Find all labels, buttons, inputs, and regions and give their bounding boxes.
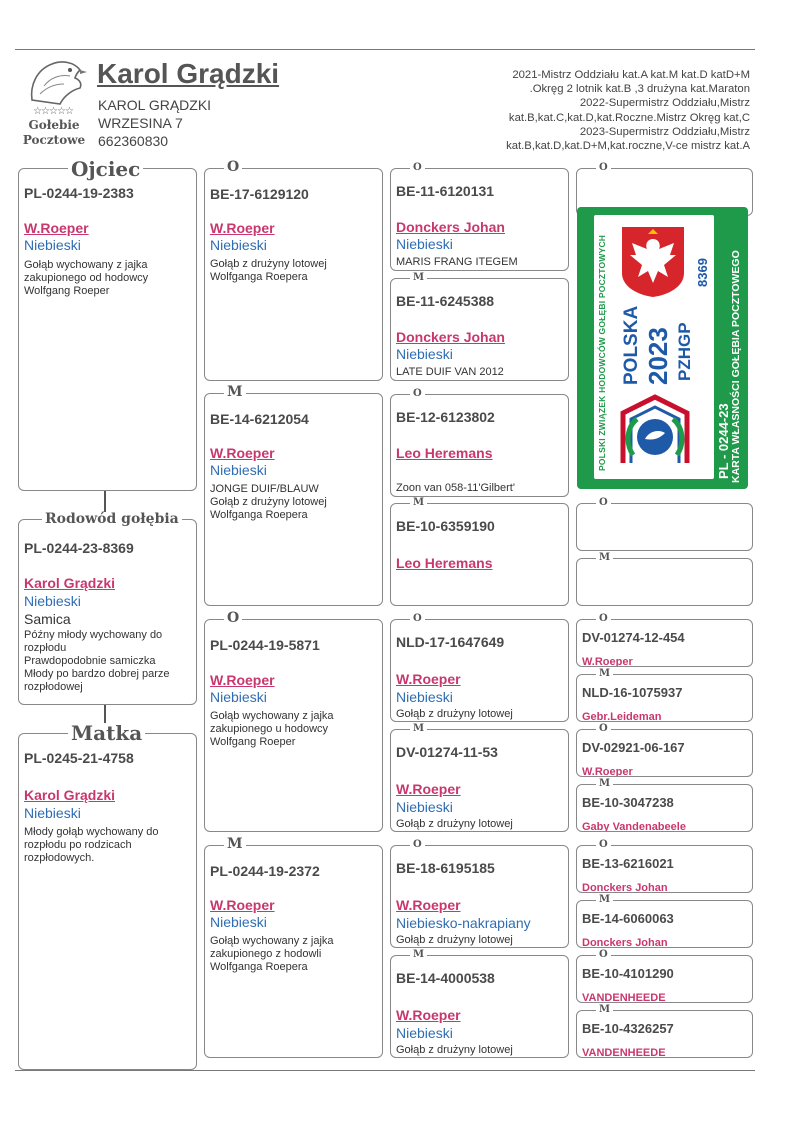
sire-label: O xyxy=(596,614,611,624)
owner-name: W.Roeper xyxy=(582,656,633,667)
owner-name: Leo Heremans xyxy=(396,555,493,571)
breeder-address: WRZESINA 7 xyxy=(98,115,183,131)
card-year: 2023 xyxy=(643,327,673,385)
sire-label: O xyxy=(596,840,611,850)
ring-number: NLD-17-1647649 xyxy=(396,634,505,650)
ring-number: BE-13-6216021 xyxy=(582,856,674,871)
pigeon-note: MARIS FRANG ITEGEM xyxy=(396,256,518,268)
owner-name: VANDENHEEDE xyxy=(582,1047,666,1058)
ring-number: BE-11-6245388 xyxy=(396,293,495,309)
pigeon-note: Gołąb wychowany z jajka zakupionego u hodowcy Wolfgang Roeper xyxy=(210,710,334,748)
owner-name: Donckers Johan xyxy=(396,219,505,235)
owner-name: Leo Heremans xyxy=(396,445,493,461)
gen4-box xyxy=(576,1010,753,1058)
pigeon-note: Gołąb z drużyny lotowej Wolfganga Roepera xyxy=(210,258,327,283)
ring-number: PL-0245-21-4758 xyxy=(24,750,134,766)
club-logo xyxy=(18,56,94,148)
logo-text-2: Pocztowe xyxy=(22,133,86,147)
father-box xyxy=(18,168,197,491)
award-line: kat.B,kat.C,kat.D,kat.Roczne.Mistrz Okręg kat,C xyxy=(508,111,750,124)
breeder-name-title: Karol Grądzki xyxy=(97,58,280,89)
pigeon-note: Gołąb z drużyny lotowej xyxy=(396,818,513,830)
sire-label: O xyxy=(410,840,425,850)
gen4-empty-box xyxy=(576,503,753,551)
pigeon-note: Gołąb z drużyny lotowej xyxy=(396,1044,513,1056)
dam-label: M xyxy=(410,273,427,283)
pigeon-color: Niebieski xyxy=(24,805,81,821)
card-union-text: POLSKI ZWIĄZEK HODOWCÓW GOŁĘBI POCZTOWYCH xyxy=(597,234,607,471)
dam-label: M xyxy=(596,553,613,563)
gen4-empty-box xyxy=(576,558,753,606)
ring-number: BE-10-3047238 xyxy=(582,795,674,810)
logo-stars: ☆☆☆☆☆ xyxy=(33,106,73,117)
gen4-box xyxy=(576,619,753,667)
gen3-box xyxy=(390,729,569,832)
owner-name: W.Roeper xyxy=(582,766,633,777)
gen3-box xyxy=(390,955,569,1058)
pigeon-note: Późny młody wychowany do rozpłodu Prawdopodobnie samiczka Młody po bardzo dobrej parze rozpłodowej xyxy=(24,629,170,693)
owner-name: Karol Grądzki xyxy=(24,787,116,803)
pigeon-note: JONGE DUIF/BLAUW Gołąb z drużyny lotowej Wolfganga Roepera xyxy=(210,483,327,521)
sire-label: O xyxy=(410,614,425,624)
pigeon-color: Niebieski xyxy=(210,462,267,478)
pigeon-color: Niebiesko-nakrapiany xyxy=(396,915,531,931)
pigeon-color: Niebieski xyxy=(210,914,267,930)
dam-label: M xyxy=(596,1005,613,1015)
owner-name: W.Roeper xyxy=(210,445,275,461)
owner-name: Donckers Johan xyxy=(582,937,668,948)
pigeon-color: Niebieski xyxy=(396,799,453,815)
ring-number: PL-0244-19-2372 xyxy=(210,863,320,879)
dam-label: M xyxy=(410,724,427,734)
mother-box xyxy=(18,733,197,1070)
ring-number: BE-10-4326257 xyxy=(582,1021,674,1036)
pigeon-note: Zoon van 058-11'Gilbert' xyxy=(396,482,515,494)
card-ring-prefix: PL - 0244-23 xyxy=(716,403,731,479)
owner-name: W.Roeper xyxy=(396,671,461,687)
ring-number: BE-10-6359190 xyxy=(396,518,495,534)
pigeon-color: Niebieski xyxy=(396,689,453,705)
ring-number: DV-02921-06-167 xyxy=(582,740,685,755)
sire-sire-box xyxy=(204,168,383,381)
gen4-box xyxy=(576,955,753,1003)
pigeon-color: Niebieski xyxy=(24,593,81,609)
pigeon-icon xyxy=(20,56,90,108)
dam-label: M xyxy=(410,950,427,960)
owner-name: Gaby Vandenabeele xyxy=(582,821,686,832)
sire-label: O xyxy=(596,498,611,508)
card-ring-number: 8369 xyxy=(695,258,710,287)
gen4-box xyxy=(576,845,753,893)
awards-list xyxy=(450,68,750,153)
owner-name: Donckers Johan xyxy=(396,329,505,345)
gen4-box xyxy=(576,674,753,722)
owner-name: W.Roeper xyxy=(396,1007,461,1023)
gen3-box xyxy=(390,619,569,722)
ring-number: PL-0244-19-5871 xyxy=(210,637,320,653)
sire-label: O xyxy=(596,950,611,960)
gen3-box xyxy=(390,394,569,497)
sire-label: O xyxy=(224,611,242,625)
card-country: POLSKA xyxy=(621,305,642,385)
pigeon-note: Gołąb wychowany z jajka zakupionego od hodowcy Wolfgang Roeper xyxy=(24,259,149,297)
gen4-box xyxy=(576,729,753,777)
ring-number: BE-17-6129120 xyxy=(210,186,309,202)
owner-name: W.Roeper xyxy=(210,897,275,913)
gen4-box xyxy=(576,784,753,832)
card-title: KARTA WŁASNOŚCI GOŁĘBIA POCZTOWEGO xyxy=(730,250,742,483)
pigeon-note: Gołąb wychowany z jajka zakupionego z hodowli Wolfganga Roepera xyxy=(210,935,334,973)
dam-sire-box xyxy=(204,619,383,832)
gen3-box xyxy=(390,278,569,381)
logo-text-1: Gołebie xyxy=(28,118,80,132)
pigeon-sex: Samica xyxy=(24,611,71,627)
ring-number: NLD-16-1075937 xyxy=(582,685,683,700)
dam-label: M xyxy=(224,837,246,851)
sire-dam-box xyxy=(204,393,383,606)
award-line: 2023-Supermistrz Oddziału,Mistrz xyxy=(579,125,750,138)
ring-number: PL-0244-19-2383 xyxy=(24,185,134,201)
gen3-box xyxy=(390,503,569,606)
gen3-box xyxy=(390,168,569,271)
breeder-name: KAROL GRĄDZKI xyxy=(98,97,212,113)
owner-name: W.Roeper xyxy=(396,781,461,797)
polish-eagle-icon xyxy=(620,225,686,299)
ownership-card xyxy=(577,207,748,489)
ring-number: BE-11-6120131 xyxy=(396,183,495,199)
dam-label: M xyxy=(596,895,613,905)
sire-label: O xyxy=(410,163,425,173)
dam-label: M xyxy=(410,498,427,508)
pedigree-label: Rodowód gołębia xyxy=(42,512,182,526)
pigeon-note: Gołąb z drużyny lotowej xyxy=(396,934,513,946)
pigeon-color: Niebieski xyxy=(210,689,267,705)
subject-box xyxy=(18,519,197,705)
gen4-box xyxy=(576,900,753,948)
owner-name: Donckers Johan xyxy=(582,882,668,893)
award-line: kat.B,kat.D,kat.D+M,kat.roczne,V-ce mistrz kat.A xyxy=(506,140,750,153)
ring-number: BE-14-4000538 xyxy=(396,970,495,986)
dam-label: M xyxy=(596,779,613,789)
father-label: Ojciec xyxy=(68,159,143,179)
card-org: PZHGP xyxy=(675,322,694,381)
sire-label: O xyxy=(596,724,611,734)
pigeon-color: Niebieski xyxy=(24,237,81,253)
top-rule xyxy=(15,49,755,50)
ring-number: BE-14-6212054 xyxy=(210,411,309,427)
pigeon-color: Niebieski xyxy=(396,236,453,252)
owner-name: Gebr.Leideman xyxy=(582,711,662,722)
dam-label: M xyxy=(224,385,246,399)
breeder-phone: 662360830 xyxy=(98,133,169,149)
award-line: 2021-Mistrz Oddziału kat.A kat.M kat.D katD+M xyxy=(512,69,750,81)
pigeon-color: Niebieski xyxy=(396,346,453,362)
award-line: .Okręg 2 lotnik kat.B ,3 drużyna kat.Maraton xyxy=(529,83,750,96)
dam-dam-box xyxy=(204,845,383,1058)
gen3-box xyxy=(390,845,569,948)
pigeon-color: Niebieski xyxy=(396,1025,453,1041)
ring-number: BE-18-6195185 xyxy=(396,860,495,876)
ring-number: BE-14-6060063 xyxy=(582,911,674,926)
owner-name: VANDENHEEDE xyxy=(582,992,666,1003)
pigeon-note: Gołąb z drużyny lotowej xyxy=(396,708,513,720)
mother-label: Matka xyxy=(68,723,145,743)
ring-number: DV-01274-11-53 xyxy=(396,744,498,760)
owner-name: W.Roeper xyxy=(24,220,89,236)
bottom-rule xyxy=(15,1070,755,1071)
sire-label: O xyxy=(224,160,242,174)
pigeon-note: Młody gołąb wychowany do rozpłodu po rodzicach rozpłodowych. xyxy=(24,826,159,864)
dam-label: M xyxy=(596,669,613,679)
award-line: 2022-Supermistrz Oddziału,Mistrz xyxy=(579,97,750,110)
ring-number: DV-01274-12-454 xyxy=(582,630,685,645)
sire-label: O xyxy=(596,163,611,173)
ring-number: BE-10-4101290 xyxy=(582,966,674,981)
pigeon-note: LATE DUIF VAN 2012 xyxy=(396,366,504,378)
sire-label: O xyxy=(410,389,425,399)
pigeon-color: Niebieski xyxy=(210,237,267,253)
owner-name: Karol Grądzki xyxy=(24,575,116,591)
ring-number: PL-0244-23-8369 xyxy=(24,540,134,556)
owner-name: W.Roeper xyxy=(210,220,275,236)
owner-name: W.Roeper xyxy=(396,897,461,913)
pzhgp-emblem-icon xyxy=(617,393,693,467)
owner-name: W.Roeper xyxy=(210,672,275,688)
ring-number: BE-12-6123802 xyxy=(396,409,495,425)
